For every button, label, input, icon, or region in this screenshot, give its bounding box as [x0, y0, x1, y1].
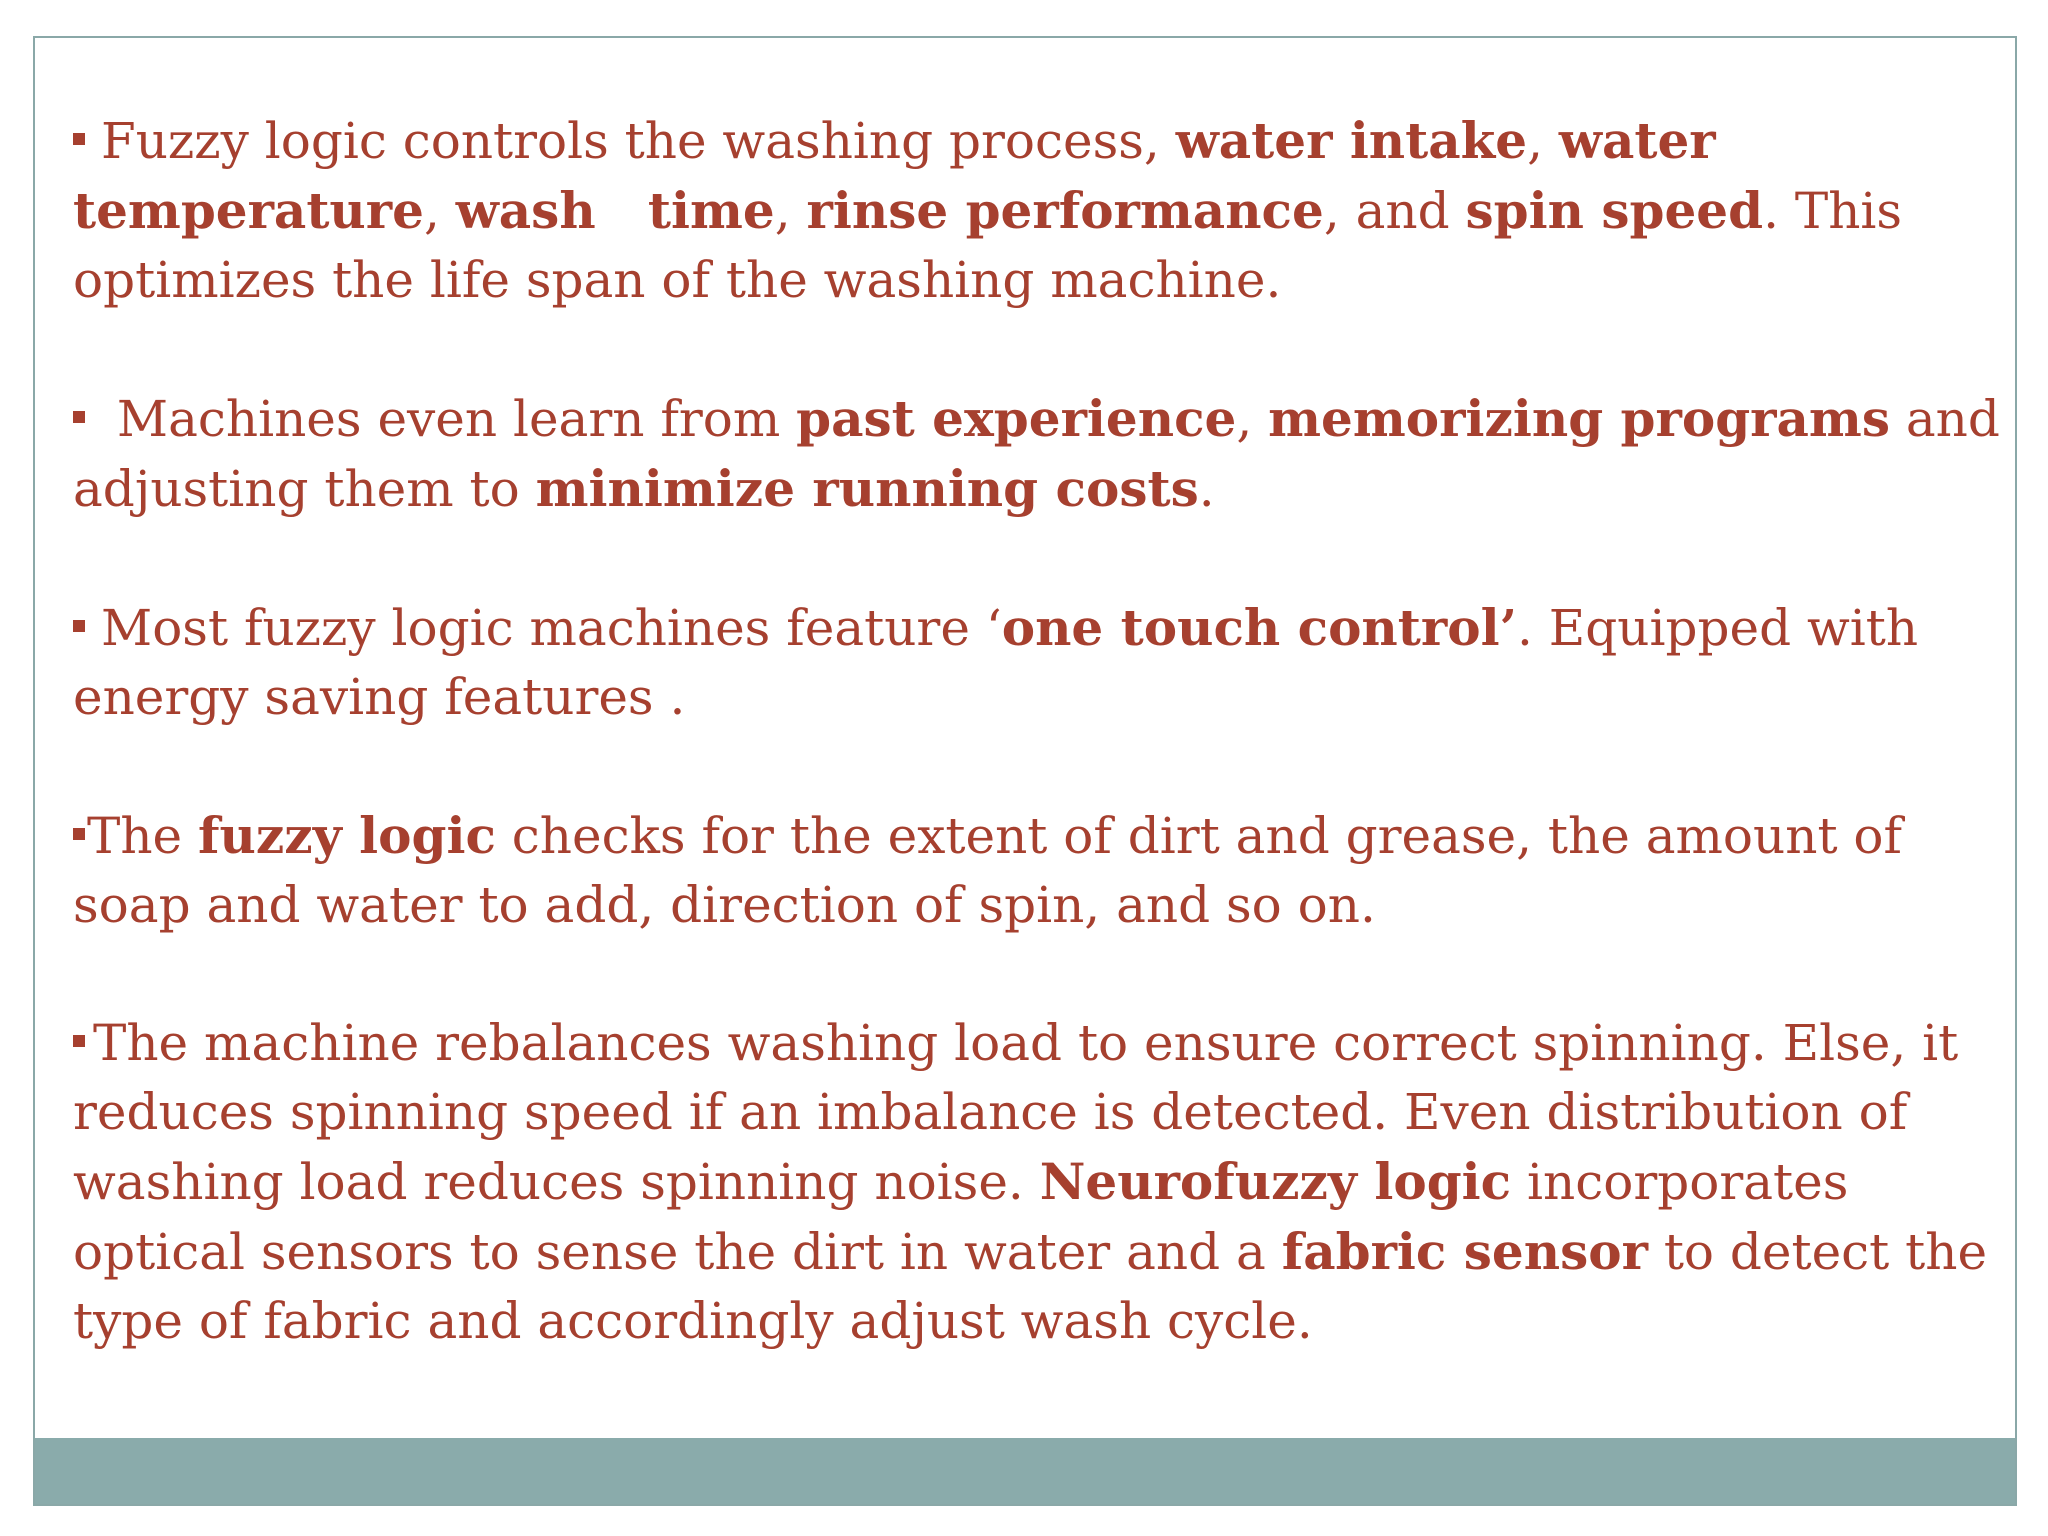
- bullet-paragraph-4: [73, 801, 2003, 940]
- bold-segment: Neurofuzzy logic: [1039, 1152, 1512, 1211]
- bold-segment: fabric sensor: [1281, 1222, 1648, 1281]
- square-bullet-icon: [73, 411, 85, 423]
- text-segment: The machine rebalances washing load to ensure correct spinning. Else, it reduces spinning speed if an imbalance is detected. Even distribution of washing load reduces spinning noise.: [73, 1014, 1959, 1211]
- text-segment: ,: [1527, 112, 1559, 170]
- footer-bar: [35, 1438, 2015, 1504]
- bold-segment: wash time: [455, 181, 775, 240]
- text-segment: ,: [1236, 390, 1269, 448]
- bold-segment: memorizing programs: [1268, 389, 1890, 448]
- bold-segment: one touch control’: [1001, 598, 1517, 657]
- bullet-paragraph-3: [73, 593, 2003, 732]
- bullet-paragraph-5: [73, 1009, 2003, 1356]
- slide-content: [73, 106, 2003, 1425]
- text-segment: and adjusting them to: [73, 390, 2000, 518]
- bold-segment: water intake: [1175, 111, 1528, 170]
- square-bullet-icon: [73, 828, 85, 840]
- text-segment: incorporates optical sensors to sense the dirt in water and a: [73, 1153, 1849, 1281]
- bold-segment: fuzzy logic: [198, 806, 496, 865]
- bullet-paragraph-1: [73, 106, 2003, 315]
- text-segment: The: [87, 807, 199, 865]
- square-bullet-icon: [73, 1035, 85, 1047]
- square-bullet-icon: [73, 133, 85, 145]
- bullet-paragraph-2: [73, 384, 2003, 524]
- square-bullet-icon: [73, 620, 85, 632]
- text-segment: Machines even learn from: [101, 390, 797, 448]
- bold-segment: past experience: [796, 389, 1237, 448]
- text-segment: to detect the type of fabric and accordingly adjust wash cycle.: [73, 1223, 1988, 1350]
- text-segment: . Equipped with energy saving features .: [73, 599, 1919, 726]
- bold-segment: water temperature: [73, 111, 1716, 240]
- text-segment: .: [1198, 460, 1215, 518]
- text-segment: , and: [1323, 182, 1466, 240]
- text-segment: Fuzzy logic controls the washing process,: [101, 112, 1176, 170]
- text-segment: ,: [423, 182, 456, 240]
- bold-segment: minimize running costs: [535, 459, 1199, 518]
- text-segment: checks for the extent of dirt and grease, the amount of soap and water to add, direction of spin, and so on.: [73, 807, 1903, 934]
- text-segment: Most fuzzy logic machines feature ‘: [101, 599, 1002, 657]
- slide: [33, 36, 2017, 1506]
- bold-segment: spin speed: [1465, 181, 1764, 240]
- text-segment: . This optimizes the life span of the washing machine.: [73, 182, 1903, 309]
- text-segment: ,: [774, 182, 807, 240]
- bold-segment: rinse performance: [806, 181, 1324, 240]
